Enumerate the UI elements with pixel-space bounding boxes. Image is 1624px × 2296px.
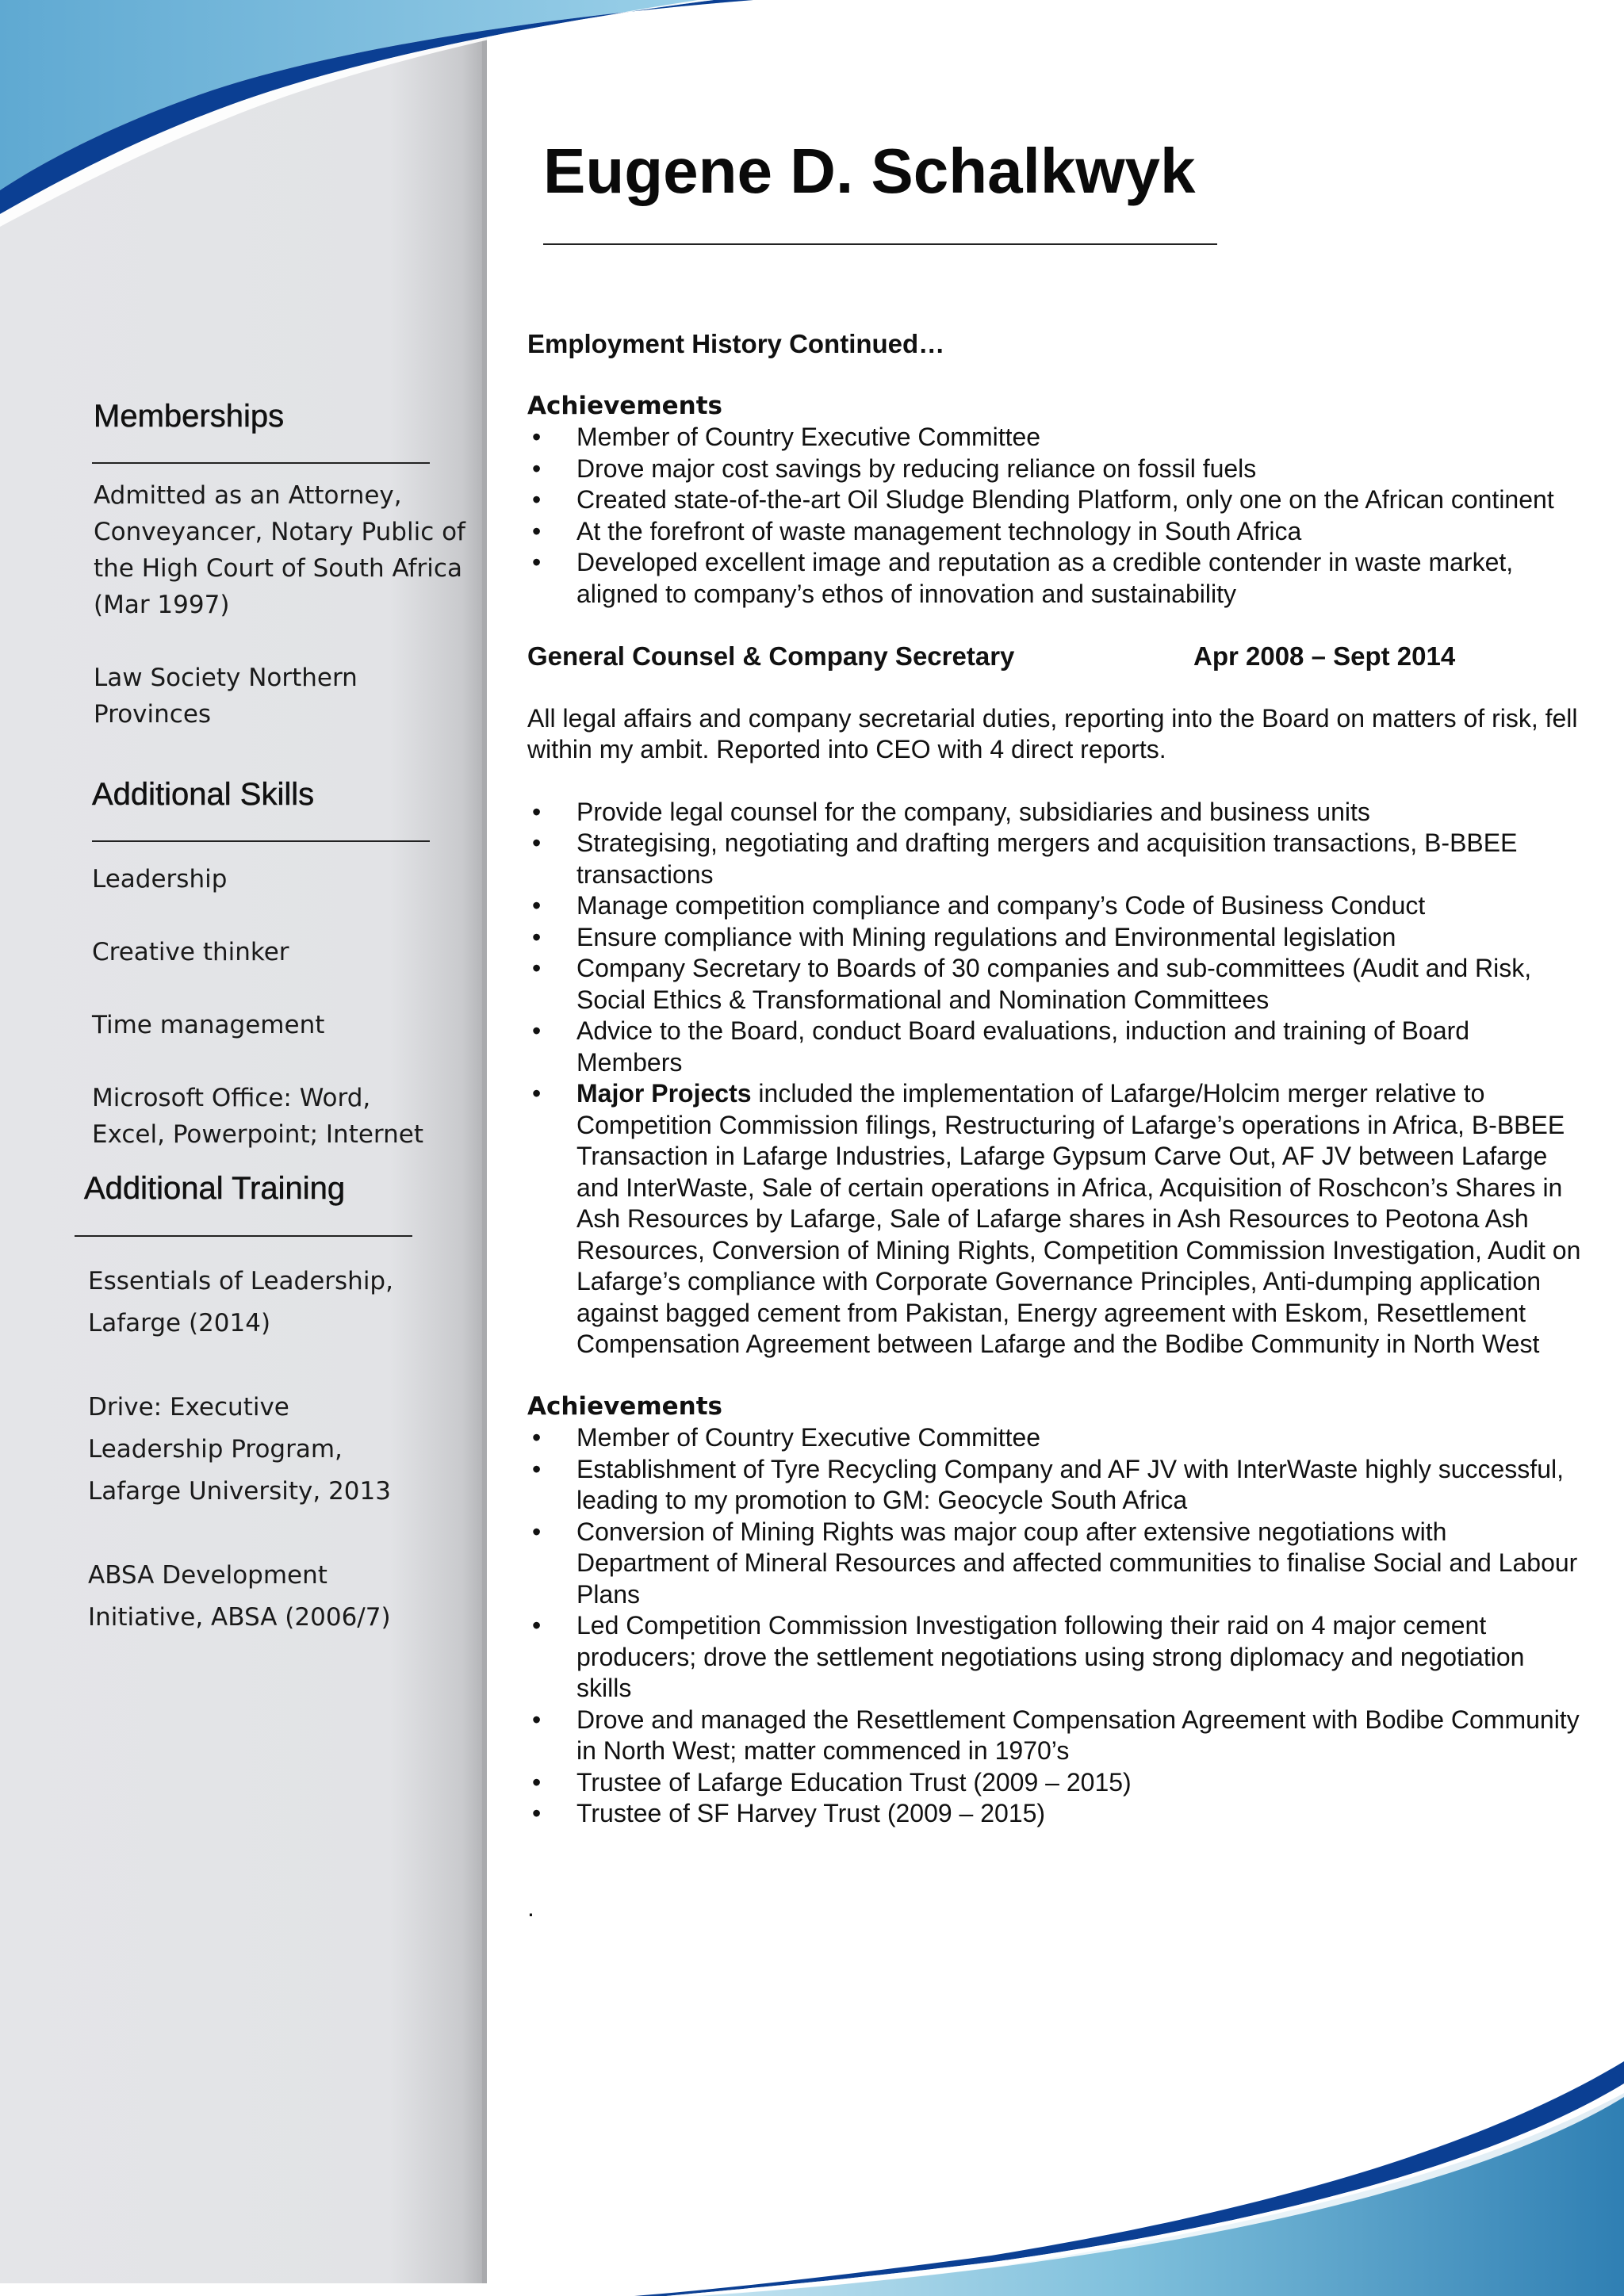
sidebar (0, 0, 487, 2283)
role-title: General Counsel & Company Secretary (527, 641, 1015, 671)
list-item (527, 1078, 1582, 1360)
bullet-icon: • (532, 1016, 542, 1045)
bullet-icon: • (532, 453, 542, 483)
bullet-icon: • (532, 485, 542, 514)
list-item-text: Establishment of Tyre Recycling Company and AF JV with InterWaste highly successful, leading to my promotion to GM: Geocycle South Africa (576, 1454, 1564, 1514)
bullet-icon: • (532, 954, 542, 982)
achievements-list-1 (527, 422, 1582, 610)
spacer (92, 970, 441, 1007)
training-item: ABSA Development Initiative, ABSA (2006/7) (88, 1561, 391, 1632)
training-item: Essentials of Leadership, Lafarge (2014) (88, 1267, 393, 1337)
list-item (527, 890, 1582, 922)
skills-rule (92, 840, 430, 842)
spacer (88, 1513, 429, 1555)
skills-list (92, 861, 441, 1153)
list-item-text: Developed excellent image and reputation as a credible contender in waste market, aligned to company’s ethos of innovation and sustainability (576, 548, 1514, 608)
list-item (527, 484, 1582, 516)
achievements-heading: Achievements (527, 1391, 722, 1421)
list-item (527, 1610, 1582, 1705)
list-item (527, 1422, 1582, 1454)
memberships-list (94, 477, 474, 733)
achievements-list-2 (527, 1422, 1582, 1830)
bullet-icon: • (532, 922, 542, 951)
bullet-icon: • (532, 1517, 542, 1546)
list-item (527, 1517, 1582, 1611)
spacer (88, 1345, 429, 1387)
list-item (527, 516, 1582, 548)
list-item-text: Manage competition compliance and company’s Code of Business Conduct (576, 891, 1426, 920)
bullet-icon: • (532, 1423, 542, 1452)
bullet-icon: • (532, 1611, 542, 1640)
list-item (527, 922, 1582, 954)
list-item (527, 1454, 1582, 1517)
list-item-text: Trustee of Lafarge Education Trust (2009 – 2015) (576, 1767, 1132, 1797)
bullet-icon: • (532, 548, 542, 576)
training-list (88, 1261, 429, 1639)
role-header (527, 641, 1582, 672)
list-item (527, 828, 1582, 890)
spacer (92, 897, 441, 934)
membership-item: Admitted as an Attorney, Conveyancer, Notary Public of the High Court of South Africa (Mar 1997) (94, 481, 465, 619)
list-item-text: Drove major cost savings by reducing reliance on fossil fuels (576, 453, 1257, 483)
list-item (527, 1705, 1582, 1767)
list-item-text: Company Secretary to Boards of 30 companies and sub-committees (Audit and Risk, Social Ethics & Transformational and Nomination Committees (576, 954, 1532, 1014)
list-item-text: Member of Country Executive Committee (576, 423, 1041, 451)
skills-heading: Additional Skills (92, 777, 315, 812)
role-dates: Apr 2008 – Sept 2014 (1193, 641, 1456, 671)
bullet-icon: • (532, 1454, 542, 1483)
bullet-icon: • (532, 423, 542, 451)
employment-history (527, 328, 1582, 1923)
section-heading: Employment History Continued… (527, 329, 945, 358)
bullet-icon: • (532, 797, 542, 826)
skill-item: Creative thinker (92, 938, 289, 966)
list-item-text: Created state-of-the-art Oil Sludge Blending Platform, only one on the African continent (576, 485, 1554, 514)
list-item (527, 1767, 1582, 1799)
list-item-text: Trustee of SF Harvey Trust (2009 – 2015) (576, 1799, 1046, 1827)
list-item-text: Strategising, negotiating and drafting mergers and acquisition transactions, B-BBEE transactions (576, 828, 1518, 889)
major-projects-label: Major Projects (576, 1079, 752, 1108)
membership-item: Law Society Northern Provinces (94, 664, 358, 729)
memberships-rule (92, 462, 430, 464)
list-item (527, 547, 1582, 610)
list-item-text: Advice to the Board, conduct Board evaluations, induction and training of Board Members (576, 1016, 1470, 1077)
spacer (94, 623, 474, 660)
memberships-heading: Memberships (94, 399, 285, 434)
list-item (527, 953, 1582, 1016)
spacer (527, 766, 1582, 797)
list-item-text: Provide legal counsel for the company, subsidiaries and business units (576, 797, 1370, 826)
bottom-swoosh-light (634, 2093, 1624, 2296)
spacer (92, 1043, 441, 1080)
training-heading: Additional Training (84, 1171, 346, 1206)
bullet-icon: • (532, 1705, 542, 1734)
duties-list (527, 797, 1582, 1360)
list-item-text: At the forefront of waste management technology in South Africa (576, 516, 1302, 545)
list-item-text: Member of Country Executive Committee (576, 1423, 1041, 1452)
trailing-mark: . (527, 1892, 534, 1922)
list-item (527, 1016, 1582, 1078)
list-item-text: Drove and managed the Resettlement Compensation Agreement with Bodibe Community in North West; matter commenced in 1970’s (576, 1705, 1580, 1765)
list-item (527, 797, 1582, 828)
bullet-icon: • (532, 1799, 542, 1827)
major-projects-text: included the implementation of Lafarge/Holcim merger relative to Competition Commission filings, Restructuring of Lafarge’s operations in Africa, B-BBEE Transaction in Lafarge Industries, Lafarge Gypsum Carve Out, AF JV between Lafarge and InterWaste, Sale of certain operations in Africa, Acquisition of Roschcon’s Shares in Ash Resources by Lafarge, Sale of Lafarge shares in Ash Resources to Peotona Ash Resources, Conversion of Mining Rights, Competition Commission Investigation, Audit on Lafarge’s compliance with Corporate Governance Principles, Anti-dumping application against bagged cement from Pakistan, Energy agreement with Eskom, Resettlement Compensation Agreement between Lafarge and the Bodibe Community in North West (576, 1079, 1581, 1358)
achievements-heading: Achievements (527, 391, 722, 420)
bullet-icon: • (532, 516, 542, 545)
list-item (527, 453, 1582, 485)
training-item: Drive: Executive Leadership Program, Lafarge University, 2013 (88, 1393, 391, 1506)
list-item-text: Ensure compliance with Mining regulations and Environmental legislation (576, 922, 1396, 951)
list-item-text: Conversion of Mining Rights was major coup after extensive negotiations with Department of Mineral Resources and affected communities to finalise Social and Labour Plans (576, 1517, 1578, 1609)
skill-item: Leadership (92, 865, 228, 894)
list-item (527, 1798, 1582, 1830)
list-item (527, 422, 1582, 453)
page-title: Eugene D. Schalkwyk (543, 136, 1196, 206)
bullet-icon: • (532, 1079, 542, 1108)
skill-item: Time management (92, 1011, 325, 1039)
list-item-text: Led Competition Commission Investigation following their raid on 4 major cement producers; drove the settlement negotiations using strong diplomacy and negotiation skills (576, 1611, 1525, 1702)
title-rule (543, 243, 1217, 245)
training-rule (75, 1235, 412, 1237)
bullet-icon: • (532, 1767, 542, 1797)
bullet-icon: • (532, 828, 542, 857)
role-description: All legal affairs and company secretarial duties, reporting into the Board on matters of risk, fell within my ambit. Reported into CEO with 4 direct reports. (527, 703, 1578, 763)
skill-item: Microsoft Office: Word, Excel, Powerpoint; Internet (92, 1084, 424, 1149)
bullet-icon: • (532, 891, 542, 920)
